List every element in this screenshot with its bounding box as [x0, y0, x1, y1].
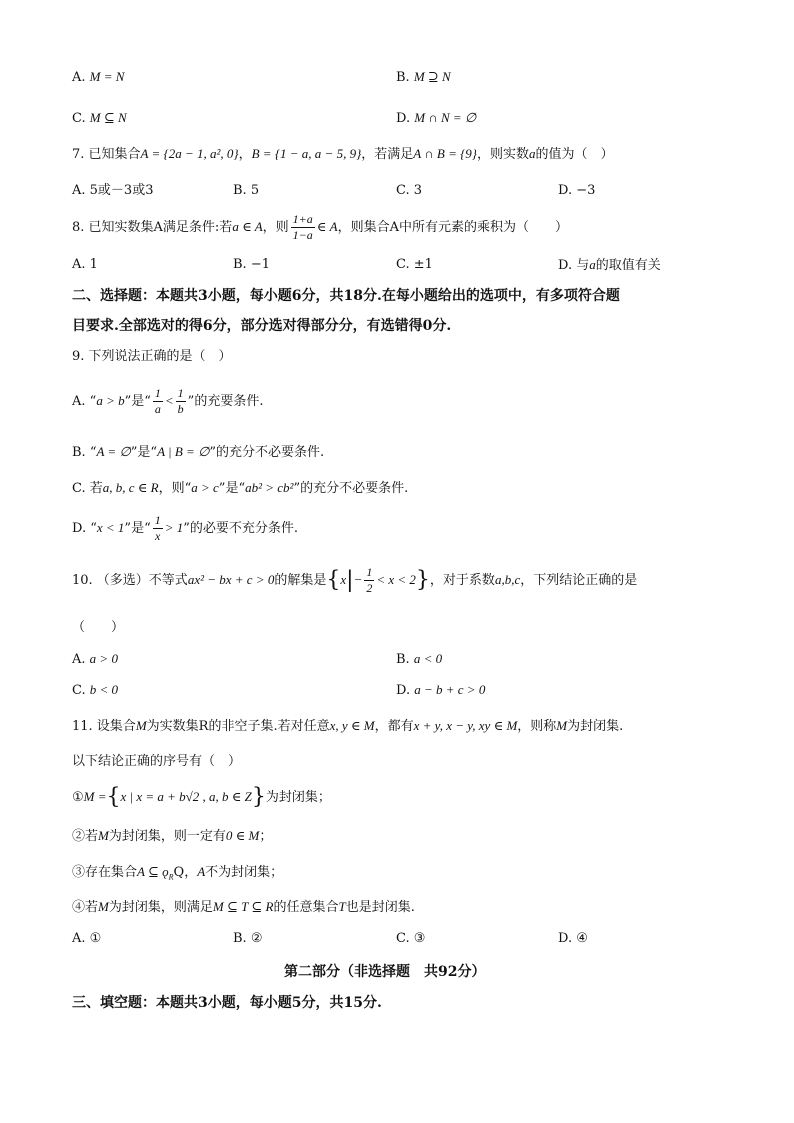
fraction	[291, 212, 315, 243]
option-math: a − b + c > 0	[414, 682, 486, 697]
q6-option-b	[396, 68, 451, 87]
math-subscript: R	[168, 872, 174, 882]
stem-text: 的解集是	[274, 573, 327, 588]
fraction	[153, 513, 163, 544]
q8-option-a: A. 1	[72, 257, 98, 272]
math: a > c	[191, 480, 219, 495]
option-text: ”是“	[218, 481, 246, 496]
denominator: 1−a	[292, 228, 313, 242]
q7-stem	[72, 145, 614, 164]
numerator: 1	[366, 565, 373, 579]
denominator: b	[177, 402, 184, 416]
q11-statement-2	[72, 827, 272, 846]
math: M	[556, 718, 568, 733]
math: A ⊆ ǫ	[137, 864, 169, 879]
q11-stem-line-2: 以下结论正确的序号有（ ）	[72, 754, 242, 769]
option-text: ”的充要条件.	[187, 394, 264, 409]
math: ab² > cb²	[245, 480, 294, 495]
q11-option-a: A. ①	[72, 931, 102, 946]
option-math: M ⊇ N	[413, 69, 451, 84]
stem-text: ，则称	[517, 719, 557, 734]
option-math: b < 0	[89, 682, 119, 697]
option-label: B.	[396, 652, 410, 667]
fraction	[153, 386, 163, 417]
q6-option-a	[72, 68, 124, 87]
statement-text: 为封闭集，则一定有	[108, 829, 226, 844]
option-text: ”的必要不充分条件.	[183, 521, 299, 536]
q10-option-d	[396, 681, 485, 700]
math: a,b,c	[494, 572, 521, 587]
stem-text: ，下列结论正确的是	[520, 573, 638, 588]
numerator: 1	[177, 386, 184, 400]
stem-text: 10. （多选）不等式	[72, 573, 188, 588]
q7-option-d: D. −3	[558, 183, 596, 198]
option-math: M ⊆ N	[89, 110, 127, 125]
math: −	[353, 572, 363, 587]
math: x	[340, 572, 347, 587]
math: a > b	[96, 393, 125, 408]
q6-option-d	[396, 109, 476, 128]
math: x + y, x − y, xy ∈ M	[413, 718, 518, 733]
option-label: D.	[396, 683, 411, 698]
q11-statement-1	[72, 784, 331, 811]
q9-option-a	[72, 383, 263, 420]
math: a	[589, 257, 596, 272]
math: A	[197, 864, 206, 879]
brace-open: {	[326, 567, 341, 593]
math: A = {2a − 1, a², 0}	[140, 146, 239, 161]
q10-option-b	[396, 650, 442, 669]
numerator: 1+a	[292, 212, 313, 226]
math: M	[98, 899, 109, 914]
math: B = {1 − a, a − 5, 9}	[251, 146, 362, 161]
statement-text: ④若	[72, 900, 99, 915]
math: T	[338, 899, 346, 914]
option-math: M = N	[89, 69, 125, 84]
stem-text: ，则	[262, 220, 289, 235]
q7-option-b: B. 5	[233, 183, 260, 198]
statement-text: 不为封闭集；	[205, 865, 284, 880]
stem-text: ，则实数	[477, 147, 530, 162]
option-text: ，则“	[158, 481, 192, 496]
stem-text: 11. 设集合	[72, 719, 136, 734]
q10-paren: （ ）	[72, 620, 125, 635]
fraction	[364, 565, 374, 596]
option-text: A. “	[72, 394, 97, 409]
q9-option-c	[72, 479, 408, 498]
option-text: ”的充分不必要条件.	[293, 481, 409, 496]
set-bar: |	[346, 567, 354, 593]
q9-stem: 9. 下列说法正确的是（ ）	[72, 349, 232, 364]
statement-text: ②若	[72, 829, 99, 844]
q9-option-b	[72, 443, 324, 462]
q11-option-c: C. ③	[396, 931, 426, 946]
q8-option-c: C. ±1	[396, 257, 433, 272]
option-math: a > 0	[89, 651, 118, 666]
q11-option-b: B. ②	[233, 931, 263, 946]
option-text: C. 若	[72, 481, 103, 496]
q10-stem	[72, 561, 637, 600]
section-2-line-2: 目要求.全部选对的得6分，部分选对得部分分，有选错得0分.	[72, 318, 452, 334]
statement-text: 为封闭集；	[265, 790, 331, 805]
option-text: D. 与	[558, 258, 590, 273]
statement-text: 也是封闭集.	[345, 900, 415, 915]
math: M =	[83, 789, 107, 804]
math: M ⊆ T ⊆ R	[212, 899, 274, 914]
option-label: B.	[396, 70, 410, 85]
q8-stem	[72, 209, 568, 246]
option-math: M ∩ N = ∅	[414, 110, 477, 125]
math: x, y ∈ M	[329, 718, 375, 733]
denominator: 2	[366, 581, 373, 595]
denominator: x	[155, 529, 161, 543]
brace-close: }	[251, 784, 266, 810]
q11-statement-3	[72, 863, 283, 887]
stem-text: 8. 已知实数集A满足条件:若	[72, 220, 233, 235]
math: <	[164, 393, 174, 408]
section-3-heading: 三、填空题：本题共3小题，每小题5分，共15分.	[72, 995, 382, 1011]
stem-text: ，若满足	[361, 147, 414, 162]
math: M	[135, 718, 147, 733]
option-label: D.	[396, 111, 411, 126]
option-label: A.	[72, 652, 86, 667]
math: Q	[173, 865, 185, 880]
stem-text: ，都有	[374, 719, 414, 734]
stem-text: 为封闭集.	[567, 719, 624, 734]
math: M	[98, 828, 109, 843]
q7-option-a: A. 5或－3或3	[72, 183, 154, 198]
math: A | B = ∅	[157, 444, 210, 459]
statement-text: ；	[259, 829, 273, 844]
stem-text: ，对于系数	[429, 573, 495, 588]
math: a ∈ A	[232, 219, 263, 234]
math: A = ∅	[96, 444, 131, 459]
stem-text: 为实数集R的非空子集.若对任意	[146, 719, 330, 734]
option-text: ”是“	[124, 394, 151, 409]
math: ∈ A	[316, 219, 338, 234]
stem-text: 的值为（ ）	[535, 147, 614, 162]
math: ax² − bx + c > 0	[187, 572, 275, 587]
option-text: 的取值有关	[595, 258, 661, 273]
option-text: ”是“	[124, 521, 151, 536]
q7-option-c: C. 3	[396, 183, 423, 198]
stem-text: ，则集合A中所有元素的乘积为（ ）	[337, 220, 568, 235]
math: a, b, c ∈ R	[102, 480, 159, 495]
q11-option-d: D. ④	[558, 931, 588, 946]
math: < x < 2	[376, 572, 416, 587]
q8-option-d	[558, 256, 661, 275]
q9-option-d	[72, 510, 298, 547]
fraction	[176, 386, 186, 417]
option-text: ”的充分不必要条件.	[209, 445, 325, 460]
option-label: A.	[72, 70, 86, 85]
q6-option-c	[72, 109, 127, 128]
option-label: C.	[72, 683, 86, 698]
q8-option-b: B. −1	[233, 257, 270, 272]
math: x < 1	[96, 520, 125, 535]
option-label: C.	[72, 111, 86, 126]
brace-close: }	[415, 567, 430, 593]
numerator: 1	[154, 513, 161, 527]
stem-text: ，	[238, 147, 252, 162]
q10-option-a	[72, 650, 118, 669]
q11-statement-4	[72, 898, 415, 917]
statement-text: ③存在集合	[72, 865, 138, 880]
brace-open: {	[106, 784, 121, 810]
option-math: a < 0	[413, 651, 443, 666]
stem-text: 7. 已知集合	[72, 147, 141, 162]
statement-text: 的任意集合	[273, 900, 339, 915]
option-text: B. “	[72, 445, 97, 460]
q10-option-c	[72, 681, 118, 700]
numerator: 1	[154, 386, 161, 400]
statement-text: 为封闭集，则满足	[108, 900, 213, 915]
part-2-heading: 第二部分（非选择题 共92分）	[284, 964, 486, 980]
section-2-line-1: 二、选择题：本题共3小题，每小题6分，共18分.在每小题给出的选项中，有多项符合题	[72, 288, 620, 304]
option-text: D. “	[72, 521, 97, 536]
statement-number: ①	[72, 790, 84, 805]
q11-stem	[72, 717, 623, 736]
option-text: ”是“	[130, 445, 158, 460]
math: 0 ∈ M	[225, 828, 260, 843]
denominator: a	[154, 402, 161, 416]
math: a	[529, 146, 536, 161]
math: A ∩ B = {9}	[413, 146, 477, 161]
math: x | x = a + b√2 , a, b ∈ Z	[120, 789, 252, 804]
math: > 1	[164, 520, 184, 535]
statement-text: ，	[184, 865, 198, 880]
